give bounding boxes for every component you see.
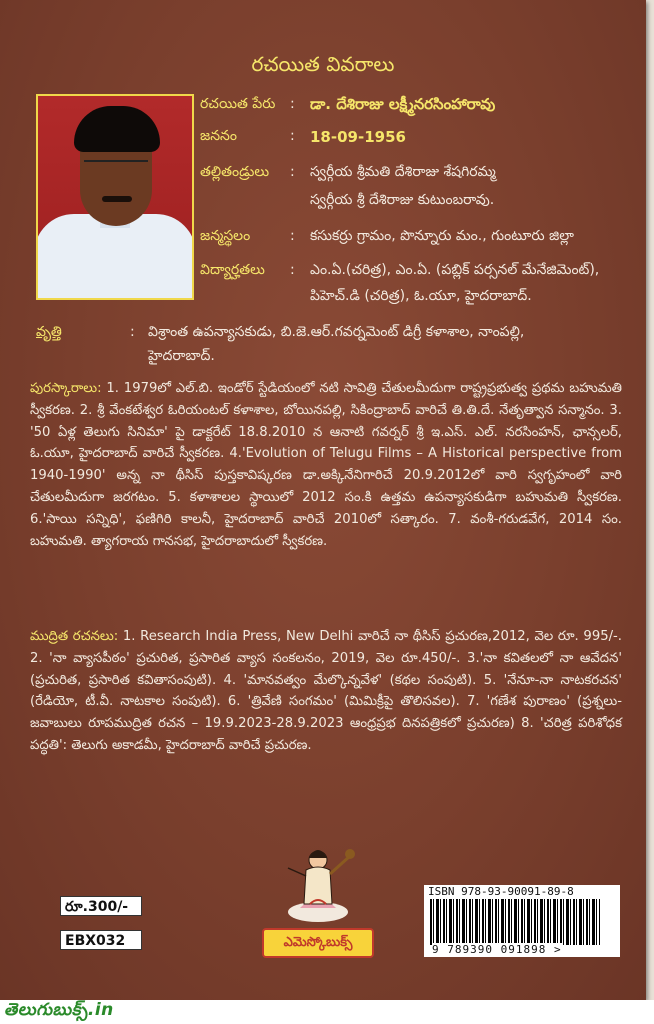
photo-hair [74,106,160,152]
price-badge: రూ.300/- [60,896,142,916]
colon: : [130,324,135,340]
profession-line-2: హైదరాబాద్. [148,348,215,364]
profession-line-1: విశ్రాంత ఉపన్యాసకుడు, బి.జె.ఆర్.గవర్నమెంట్ డిగ్రీ కళాశాల, నాంపల్లి, [148,324,525,340]
colon: : [290,228,295,244]
education-line-1: ఎం.ఏ.(చరిత్ర), ఎం.ఏ. (పబ్లిక్ పర్సనల్ మేనేజిమెంట్), [310,262,600,278]
photo-glasses [84,160,148,178]
author-photo [36,94,194,300]
photo-moustache [102,196,132,202]
saraswati-logo-icon [270,830,366,926]
parent-father: స్వర్గీయ శ్రీ దేశిరాజు కుటుంబరావు. [310,192,495,208]
colon: : [290,164,295,180]
author-name: డా. దేశిరాజు లక్ష్మీనరసింహారావు [310,95,496,113]
works-paragraph [30,626,622,757]
label-profession: వృత్తి [36,324,62,340]
label-education: విద్యార్హతలు [200,262,265,278]
awards-label: పురస్కారాలు: [30,381,102,396]
label-parents: తల్లితండ్రులు [200,164,270,180]
label-author-name: రచయిత పేరు [200,96,276,112]
birthplace: కసుకర్రు గ్రామం, పొన్నూరు మం., గుంటూరు జిల్లా [310,228,574,244]
label-birth: జననం [200,128,237,144]
works-text: 1. Research India Press, New Delhi వారిచే నా థీసిస్ ప్రచురణ,2012, వెల రూ. 995/-. 2. 'నా వ్యాసపీఠం' ప్రచురిత, ప్రసారిత వ్యాస సంకలనం, 2019, వెల రూ.450/-. 3.'నా కవితలలో నా ఆవేదన' (ప్రచురిత, ప్రసారిత కవితాసంపుటి). 4. 'మానవత్వం మేల్కొన్నవేళ' (కథల సంపుటి). 5. 'నేనూ-నా నాటకరచన' (రేడియో, టీ.వీ. నాటకాల సంపుటి). 6. 'త్రివేణి సంగమం' (మిమిక్రీపై తొలిసవల). 7. 'గణేశ పురాణం' (ప్రశ్నలు-జవాబులు రూపముద్రిత రచన – 19.9.2023-28.9.2023 ఆంధ్రప్రభ దినపత్రికలో ప్రచురణ) 8. 'చరిత్ర పరిశోధక పద్ధతి': తెలుగు అకాడమీ, హైదరాబాద్ వారిచే ప్రచురణ. [30,629,622,753]
parent-mother: స్వర్గీయ శ్రీమతి దేశిరాజు శేషగిరమ్మ [310,164,496,180]
section-title: రచయిత వివరాలు [251,52,395,76]
education-line-2: పిహెచ్.డి (చరిత్ర), ఓ.యూ, హైదరాబాద్. [310,288,532,304]
label-birthplace: జన్మస్థలం [200,228,251,244]
barcode [424,885,620,957]
colon: : [290,262,295,278]
colon: : [290,128,295,144]
works-label: ముద్రిత రచనలు: [30,629,119,644]
barcode-bars [430,899,600,945]
publisher-logo: ఎమెస్కోబుక్స్ [262,928,374,958]
awards-text: 1. 1979లో ఎల్.బి. ఇండోర్ స్టేడియంలో నటి సావిత్రి చేతులమీదుగా రాష్ట్రప్రభుత్వ ప్రథమ బహుమతి స్వీకరణ. 2. శ్రీ వేంకటేశ్వర ఓరియంటల్ కళాశాల, బోయినపల్లి, సికింద్రాబాద్ వారిచే తి.తి.దే. నేతృత్వాన సన్మానం. 3. '50 ఏళ్ల తెలుగు సినిమా' పై డాక్టరేట్ 18.8.2010 న ఆనాటి గవర్నర్ శ్రీ ఇ.ఎస్. ఎల్. నరసింహన్, ఛాన్సలర్, ఓ.యూ, హైదరాబాద్ వారిచే స్వీకరణ. 4.'Evolution of Telugu Films – A Historical perspective from 1940-1990' అన్న నా థీసిస్ పుస్తకావిష్కరణ డా.అక్కినేనిగారిచే 20.9.2012లో వారి స్వగృహంలో వారి చేతులమీదుగా జరగటం. 5. కళాశాలల స్థాయిలో 2012 సం.కి ఉత్తమ ఉపన్యాసకుడిగా బహుమతి స్వీకరణ. 6.'సాయి సన్నిధి', ఫణిగిరి కాలనీ, హైదరాబాద్ వారిచే 2010లో సత్కారం. 7. వంశీ-గరుడవేగ, 2014 సం. బహుమతి. త్యాగరాయ గానసభ, హైదరాబాదులో స్వీకరణ. [30,381,622,549]
ean-number: 9 789390 091898 > [432,943,562,956]
isbn-text: ISBN 978-93-90091-89-8 [428,885,574,898]
site-watermark: తెలుగుబుక్స్.in [4,1000,114,1020]
birth-date: 18-09-1956 [310,128,406,146]
colon: : [290,96,295,112]
code-badge: EBX032 [60,930,142,950]
awards-paragraph [30,378,622,552]
